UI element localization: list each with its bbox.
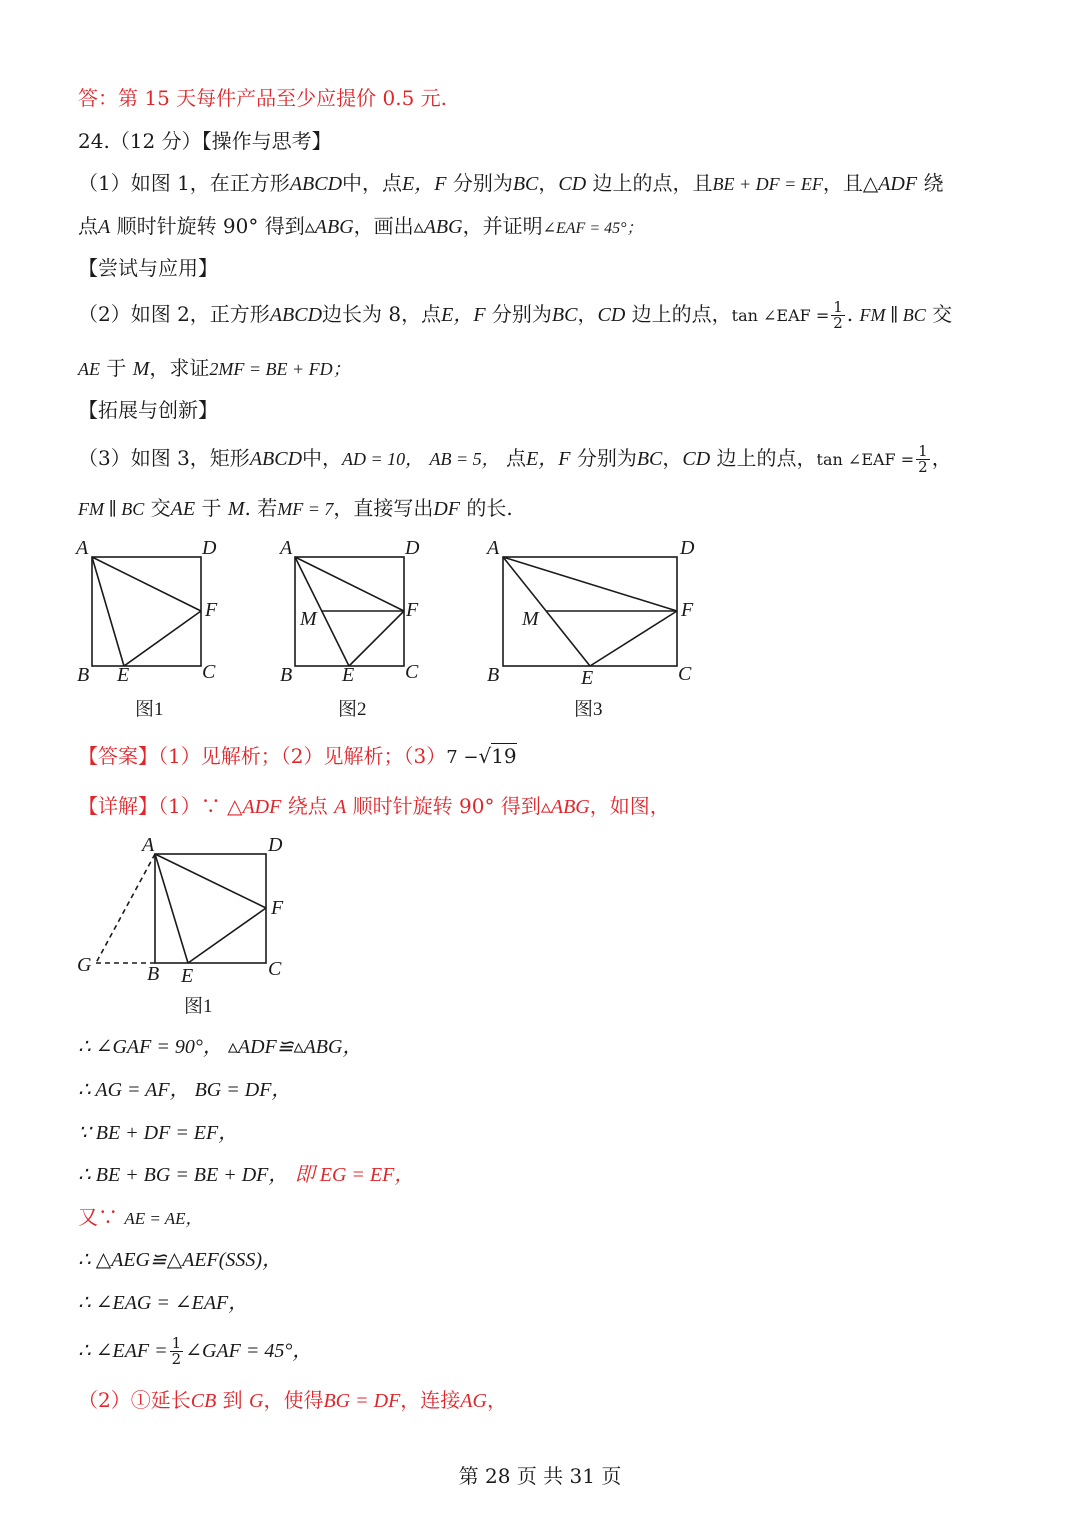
math-var: CB (190, 1390, 217, 1412)
label-b: B (280, 664, 293, 686)
math-var: M (227, 498, 245, 520)
math-var: DF (433, 498, 461, 520)
text: 点 (506, 446, 527, 470)
label-f: F (271, 897, 284, 919)
proof-part2-start (78, 1386, 507, 1415)
math-expr: ∠GAF = 45°， (185, 1340, 313, 1362)
segment-ag-dashed (96, 854, 155, 963)
segment-ef (188, 908, 266, 963)
math-expr: tan ∠EAF = (731, 306, 830, 325)
proof-step-4 (78, 1160, 414, 1189)
label-f: F (681, 599, 694, 621)
detail-intro (78, 792, 670, 821)
math-expr: MF = 7 (277, 499, 334, 519)
part2-line2 (78, 354, 351, 383)
segment-af (155, 854, 266, 908)
proof-step-7 (78, 1288, 248, 1317)
text: ，直接写出 (333, 496, 434, 520)
text: 边上的点， (716, 446, 817, 470)
math-var: G (249, 1390, 264, 1412)
frac-den: 2 (171, 1350, 182, 1368)
math-var: ABCD (269, 304, 323, 326)
math-var: M (132, 358, 150, 380)
math-expr: ∴ △AEG≌△AEF(SSS)， (78, 1249, 283, 1271)
problem-points: （12 分） (109, 129, 202, 153)
math-var: CD (682, 448, 711, 470)
solution-figure (0, 825, 320, 1025)
label-b: B (487, 664, 500, 686)
proof-step-6 (78, 1245, 282, 1274)
math-expr: ∵ BE + DF = EF， (78, 1122, 239, 1144)
frac-num: 1 (171, 1334, 182, 1352)
section-heading: 【操作与思考】 (201, 129, 332, 153)
fraction-half (170, 1336, 184, 1367)
text: 绕 (923, 171, 944, 195)
figure-1 (92, 557, 201, 666)
problem-number: 24. (78, 129, 110, 153)
text: 分别为 (491, 302, 552, 326)
math-expr: ∠EAF = 45°； (542, 220, 643, 237)
text: 边上的点， (631, 302, 732, 326)
segment-ae (92, 557, 124, 666)
part1-line2 (78, 212, 643, 243)
label-a: A (142, 834, 155, 856)
previous-answer-line: 答：第 15 天每件产品至少应提价 0.5 元. (78, 86, 448, 110)
math-var: ▵ABG (304, 216, 354, 238)
math-var: BC (636, 448, 663, 470)
math-var: CD (558, 173, 587, 195)
label-b: B (147, 963, 160, 985)
text: ，画出 (353, 214, 414, 238)
label-f: F (205, 599, 218, 621)
math-var: ▵ABG (540, 796, 590, 818)
frac-num: 1 (833, 298, 843, 316)
proof-step-3 (78, 1118, 238, 1147)
math-expr: AD = 10， (342, 449, 424, 469)
segment-ef (124, 611, 201, 666)
segment-ef (349, 611, 404, 666)
math-expr: BE + DF = EF (712, 174, 823, 194)
label-b: B (77, 664, 90, 686)
label-e: E (342, 664, 355, 686)
math-expr: 2MF = BE + FD； (209, 359, 351, 379)
math-var: ABCD (249, 448, 303, 470)
math-var: AG (460, 1390, 487, 1412)
text: 点 (78, 214, 98, 238)
math-expr: ∴ ∠EAF = (78, 1340, 168, 1362)
math-var: CD (597, 304, 626, 326)
math-expr: 即 EG = EF， (294, 1164, 415, 1186)
math-expr: AB = 5， (429, 449, 500, 469)
text: 分别为 (576, 446, 637, 470)
problem-header (78, 127, 332, 155)
text: 交 (932, 302, 953, 326)
math-expr: ∴ ∠GAF = 90°， ▵ADF≌▵ABG， (78, 1036, 363, 1058)
text: 中，点 (342, 171, 403, 195)
fraction-half (916, 444, 930, 475)
text: 顺时针旋转 90° 得到 (116, 214, 305, 238)
segment-ef (590, 611, 677, 666)
text: ，求证 (149, 356, 210, 380)
text: 绕点 (287, 794, 328, 818)
solution-figure-caption: 图1 (184, 996, 213, 1017)
label-a: A (280, 537, 293, 559)
math-var: E，F (526, 448, 571, 470)
answer-value-prefix: 7 − (446, 747, 479, 768)
text: ，如图， (589, 794, 670, 818)
math-expr: ∴ ∠EAG = ∠EAF， (78, 1292, 249, 1314)
math-var: AE (78, 359, 100, 379)
text: （2）①延长 (78, 1388, 191, 1412)
label-e: E (181, 965, 194, 987)
text: . 若 (244, 496, 278, 520)
math-var: ABCD (289, 173, 343, 195)
part2-line1: （2）如图 2，正方形ABCD边长为 8，点E，F 分别为BC，CD 边上的点，tan ∠EAF = $\frac{1}{2}$ . FM ∥ BC 交 (78, 298, 953, 332)
proof-step-1 (78, 1032, 362, 1061)
label-g: G (77, 954, 92, 976)
math-var: ▵ABG (413, 216, 463, 238)
label-c: C (202, 661, 216, 683)
math-var: ADF (878, 173, 918, 195)
text: ，连接 (400, 1388, 461, 1412)
answer-line (78, 742, 517, 772)
page-footer: 第 28 页 共 31 页 (458, 1464, 622, 1488)
section-heading-3: 【拓展与创新】 (78, 398, 218, 422)
text: （3）如图 3，矩形 (78, 446, 250, 470)
figure-3-caption: 图3 (574, 699, 603, 720)
math-expr: tan ∠EAF = (816, 450, 915, 469)
proof-step-2 (78, 1075, 291, 1104)
label-d: D (202, 537, 217, 559)
radicand: 19 (491, 744, 517, 768)
text: 于 (106, 356, 127, 380)
part1-line1: （1）如图 1，在正方形ABCD中，点E，F 分别为BC，CD 边上的点，且BE + DF = EF，且△ADF 绕 (78, 171, 944, 195)
label-c: C (405, 661, 419, 683)
text: （2）如图 2，正方形 (78, 302, 270, 326)
label-d: D (405, 537, 420, 559)
answer-text: （1）见解析；（2）见解析；（3） (158, 744, 447, 768)
label-m: M (300, 608, 317, 630)
segment-af (503, 557, 677, 611)
text: （1）∵ △ (158, 794, 243, 818)
part3-line2 (78, 494, 513, 523)
label-c: C (678, 663, 692, 685)
label-d: D (268, 834, 283, 856)
text: 边长为 8，点 (322, 302, 442, 326)
text: 又∵ (78, 1205, 118, 1229)
segment-af (295, 557, 404, 611)
text: 到 (222, 1388, 243, 1412)
figure-rotated (96, 854, 266, 963)
frac-den: 2 (833, 314, 843, 332)
math-var: A (98, 216, 111, 238)
label-e: E (117, 664, 130, 686)
text: 的长. (466, 496, 513, 520)
part3-line1: （3）如图 3，矩形ABCD中，AD = 10， AB = 5， 点E，F 分别为BC，CD 边上的点，tan ∠EAF = $\frac{1}{2}$ ， (78, 442, 952, 476)
math-var: BC (551, 304, 578, 326)
proof-step-8 (78, 1336, 312, 1367)
proof-step-5 (78, 1203, 203, 1233)
text: 中， (302, 446, 343, 470)
label-m: M (522, 608, 539, 630)
text: 边上的点，且 (592, 171, 713, 195)
math-var: A (334, 796, 347, 818)
label-d: D (680, 537, 695, 559)
text: 顺时针旋转 90° 得到 (352, 794, 541, 818)
math-expr: FM ∥ BC (859, 305, 926, 325)
math-expr: ∴ AG = AF， BG = DF， (78, 1079, 292, 1101)
figure-2-caption: 图2 (338, 699, 367, 720)
answer-tag: 【答案】 (78, 744, 158, 768)
math-var: AE (170, 498, 196, 520)
text: 分别为 (452, 171, 513, 195)
text: ，使得 (263, 1388, 324, 1412)
segment-ae (155, 854, 188, 963)
text: 交 (150, 496, 171, 520)
detail-tag: 【详解】 (78, 794, 158, 818)
label-a: A (487, 537, 500, 559)
math-var: ADF (242, 796, 282, 818)
frac-num: 1 (918, 442, 928, 460)
label-a: A (76, 537, 89, 559)
math-var: BC (512, 173, 539, 195)
label-c: C (268, 958, 282, 980)
text: 于 (201, 496, 222, 520)
text: ， (486, 1388, 507, 1412)
math-expr: ∴ BE + BG = BE + DF， (78, 1164, 289, 1186)
math-var: E，F (441, 304, 486, 326)
frac-den: 2 (918, 458, 928, 476)
section-heading-2: 【尝试与应用】 (78, 256, 218, 280)
figure-1-caption: 图1 (135, 699, 164, 720)
math-var: E，F (402, 173, 447, 195)
text: ，且△ (822, 171, 879, 195)
math-expr: AE = AE， (124, 1209, 203, 1228)
fraction-half (831, 300, 845, 331)
answer-value (446, 744, 517, 768)
sqrt: √19 (478, 744, 517, 768)
segment-af (92, 557, 201, 611)
label-f: F (406, 599, 419, 621)
math-expr: FM ∥ BC (78, 499, 145, 519)
math-expr: BG = DF (323, 1390, 401, 1412)
problem-figures (0, 530, 1080, 730)
label-e: E (581, 667, 594, 689)
text: ，并证明 (462, 214, 543, 238)
text: （1）如图 1，在正方形 (78, 171, 290, 195)
